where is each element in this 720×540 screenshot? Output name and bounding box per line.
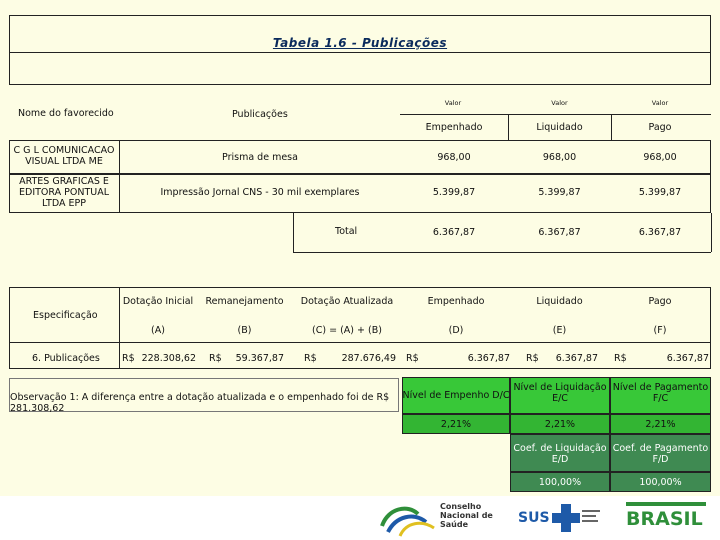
row2-pago: 5.399,87 bbox=[638, 187, 682, 198]
code-c: (C) = (A) + (B) bbox=[312, 325, 382, 336]
header-pago: Pago bbox=[648, 122, 672, 133]
total-bottom-border bbox=[293, 252, 711, 253]
code-f: (F) bbox=[653, 325, 667, 336]
header-divider bbox=[400, 114, 711, 115]
value-remanejamento: 59.367,87 bbox=[235, 353, 284, 364]
title-frame bbox=[9, 15, 711, 85]
col-dotacao-atualizada: Dotação Atualizada bbox=[300, 296, 394, 307]
total-right-border bbox=[711, 213, 712, 252]
row-name: 6. Publicações bbox=[32, 353, 100, 364]
coef-pagamento-value: 100,00% bbox=[639, 477, 682, 488]
valor-label-1: Valor bbox=[444, 99, 462, 107]
valor-label-2: Valor bbox=[551, 99, 568, 107]
header-favorecido: Nome do favorecido bbox=[18, 108, 114, 119]
coef-liquidacao-value: 100,00% bbox=[538, 477, 582, 488]
value-dotacao-inicial: 228.308,62 bbox=[141, 353, 196, 364]
brasil-logo-bar bbox=[626, 502, 706, 506]
row2-favorecido: ARTES GRAFICAS E EDITORA PONTUAL LTDA EPP bbox=[19, 176, 109, 209]
observacao-text: Observação 1: A diferença entre a dotação atualizada e o empenhado foi de R$ 281.308,62 bbox=[10, 392, 390, 414]
col-empenhado: Empenhado bbox=[427, 296, 485, 307]
row1-favorecido: C G L COMUNICACAO VISUAL LTDA ME bbox=[13, 145, 115, 167]
col-liquidado: Liquidado bbox=[536, 296, 583, 307]
currency-a: R$ bbox=[122, 353, 135, 364]
row2-empenhado: 5.399,87 bbox=[432, 187, 476, 198]
header-empenhado: Empenhado bbox=[425, 122, 483, 133]
especificacao-label: Especificação bbox=[33, 310, 98, 321]
ministerio-saude-icon bbox=[582, 508, 602, 526]
value-empenhado: 6.367,87 bbox=[467, 353, 510, 364]
code-e: (E) bbox=[552, 325, 567, 336]
code-d: (D) bbox=[448, 325, 464, 336]
row1-liquidado: 968,00 bbox=[542, 152, 577, 163]
row1-publicacao: Prisma de mesa bbox=[222, 152, 298, 163]
sus-cross-icon bbox=[552, 504, 580, 532]
col-pago: Pago bbox=[648, 296, 672, 307]
footer bbox=[0, 496, 720, 540]
conselho-logo-icon bbox=[378, 500, 440, 538]
currency-e: R$ bbox=[526, 353, 539, 364]
row2-publicacao: Impressão Jornal CNS - 30 mil exemplares bbox=[160, 187, 360, 198]
nivel-liquidacao-value: 2,21% bbox=[544, 419, 576, 430]
currency-d: R$ bbox=[406, 353, 419, 364]
nivel-empenho-value: 2,21% bbox=[440, 419, 472, 430]
col-remanejamento: Remanejamento bbox=[205, 296, 284, 307]
coef-liquidacao-label: Coef. de Liquidação E/D bbox=[513, 443, 607, 465]
nivel-liquidacao-label: Nível de Liquidação E/C bbox=[513, 382, 607, 404]
header-publicacoes: Publicações bbox=[232, 109, 288, 120]
total-empenhado: 6.367,87 bbox=[432, 227, 476, 238]
total-liquidado: 6.367,87 bbox=[538, 227, 581, 238]
col-dotacao-inicial: Dotação Inicial bbox=[122, 296, 194, 307]
brasil-logo-text: BRASIL bbox=[626, 508, 703, 530]
currency-b: R$ bbox=[209, 353, 222, 364]
row1-pago: 968,00 bbox=[643, 152, 677, 163]
nivel-pagamento-value: 2,21% bbox=[645, 419, 676, 430]
valor-label-3: Valor bbox=[651, 99, 669, 107]
currency-c: R$ bbox=[304, 353, 317, 364]
row1-empenhado: 968,00 bbox=[437, 152, 471, 163]
title-divider bbox=[9, 52, 711, 53]
code-a: (A) bbox=[151, 325, 165, 336]
value-liquidado: 6.367,87 bbox=[555, 353, 598, 364]
value-dotacao-atualizada: 287.676,49 bbox=[341, 353, 396, 364]
code-b: (B) bbox=[237, 325, 252, 336]
nivel-empenho-label: Nível de Empenho D/C bbox=[402, 390, 510, 401]
row2-liquidado: 5.399,87 bbox=[538, 187, 581, 198]
sus-logo-text: SUS bbox=[518, 510, 550, 526]
currency-f: R$ bbox=[614, 353, 627, 364]
header-liquidado: Liquidado bbox=[536, 122, 583, 133]
budget-row-divider bbox=[9, 342, 711, 343]
total-label: Total bbox=[335, 226, 358, 237]
conselho-logo-text: Conselho Nacional de Saúde bbox=[440, 502, 493, 529]
total-pago: 6.367,87 bbox=[638, 227, 682, 238]
value-pago: 6.367,87 bbox=[666, 353, 709, 364]
coef-pagamento-label: Coef. de Pagamento F/D bbox=[612, 443, 709, 465]
total-left-border bbox=[293, 213, 294, 252]
page-title: Tabela 1.6 - Publicações bbox=[272, 36, 448, 50]
nivel-pagamento-label: Nível de Pagamento F/C bbox=[612, 382, 709, 404]
